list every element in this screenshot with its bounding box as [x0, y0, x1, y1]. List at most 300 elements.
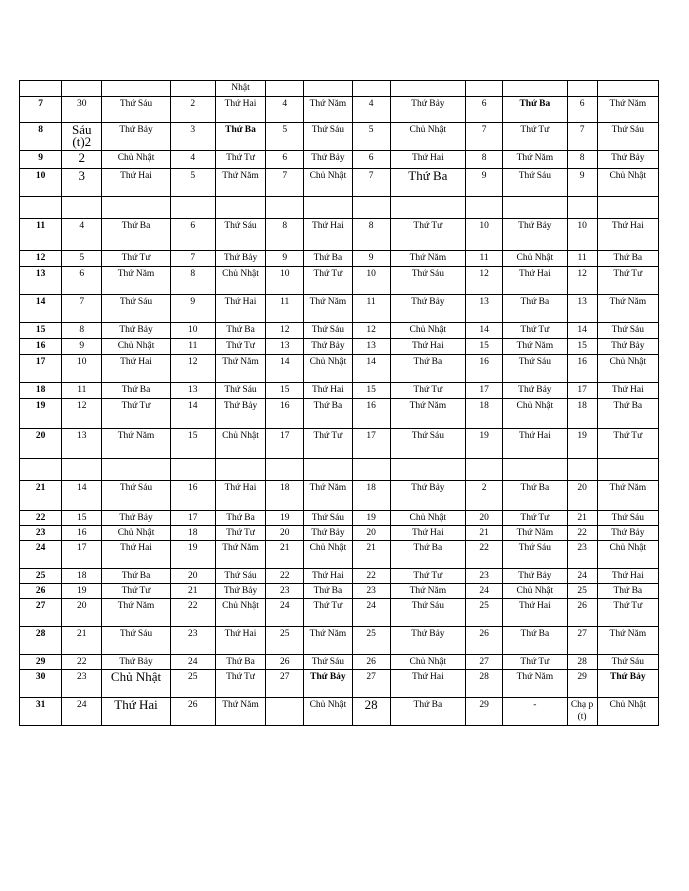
table-cell: 17 — [567, 383, 597, 399]
table-cell — [215, 197, 265, 219]
table-cell: Thứ Hai — [597, 569, 658, 584]
table-cell: 8 — [62, 323, 102, 339]
table-cell: 17 — [62, 541, 102, 569]
table-cell: 27 — [352, 670, 390, 698]
table-cell: 17 — [352, 429, 390, 459]
table-cell: 11 — [170, 339, 215, 355]
table-cell: Thứ Ba — [102, 219, 170, 251]
table-cell: 5 — [266, 123, 304, 151]
table-cell: 14 — [62, 481, 102, 511]
table-cell — [62, 459, 102, 481]
table-cell: 2 — [170, 97, 215, 123]
table-cell: Thứ Sáu — [215, 219, 265, 251]
table-cell: Thứ Sáu — [304, 511, 352, 526]
table-cell: Thứ Bảy — [503, 383, 567, 399]
table-cell: 23 — [466, 569, 503, 584]
table-cell: Thứ Hai — [390, 151, 465, 169]
table-cell: 12 — [466, 267, 503, 295]
table-cell: 4 — [266, 97, 304, 123]
table-cell: 14 — [466, 323, 503, 339]
table-cell: Thứ Năm — [304, 295, 352, 323]
table-cell: 28 — [466, 670, 503, 698]
table-cell — [503, 81, 567, 97]
table-cell: 13 — [352, 339, 390, 355]
table-cell: Thứ Sáu — [102, 481, 170, 511]
table-cell: 25 — [170, 670, 215, 698]
table-cell: Chủ Nhật — [503, 251, 567, 267]
table-cell: 19 — [266, 511, 304, 526]
table-cell — [567, 81, 597, 97]
table-cell: Thứ Hai — [503, 429, 567, 459]
table-cell: 7 — [352, 169, 390, 197]
table-cell: Thứ Bảy — [304, 670, 352, 698]
table-cell: 10 — [170, 323, 215, 339]
table-cell: 10 — [266, 267, 304, 295]
table-cell: 29 — [567, 670, 597, 698]
table-cell — [304, 197, 352, 219]
table-cell: Thứ Năm — [215, 355, 265, 383]
table-cell: Thứ Ba — [390, 355, 465, 383]
table-cell: Thứ Sáu — [304, 323, 352, 339]
table-cell: 9 — [466, 169, 503, 197]
table-cell: Thứ Sáu — [215, 383, 265, 399]
table-cell — [390, 197, 465, 219]
table-cell: 14 — [352, 355, 390, 383]
table-cell — [390, 459, 465, 481]
table-cell: Chủ Nhật — [597, 541, 658, 569]
table-cell — [466, 459, 503, 481]
table-cell: Thứ Tư — [215, 670, 265, 698]
lunar-calendar-table — [19, 80, 659, 726]
table-cell: 4 — [62, 219, 102, 251]
table-cell: Thứ Tư — [503, 123, 567, 151]
table-cell: Thứ Hai — [304, 383, 352, 399]
table-cell: 12 — [170, 355, 215, 383]
table-cell — [266, 459, 304, 481]
table-cell: Thứ Tư — [304, 429, 352, 459]
table-cell: 19 — [352, 511, 390, 526]
table-cell: Thứ Hai — [597, 219, 658, 251]
table-cell: 13 — [567, 295, 597, 323]
table-cell: Thứ Bảy — [304, 526, 352, 541]
table-cell — [352, 459, 390, 481]
table-cell: 11 — [567, 251, 597, 267]
table-cell: Thứ Sáu — [102, 295, 170, 323]
table-row — [20, 267, 659, 295]
table-cell: Thứ Ba — [304, 251, 352, 267]
day-number-cell: 18 — [20, 383, 62, 399]
table-cell — [266, 197, 304, 219]
table-cell: Thứ Ba — [390, 169, 465, 197]
table-cell: Thứ Sáu — [390, 599, 465, 627]
table-cell: Thứ Năm — [215, 698, 265, 726]
day-number-cell — [20, 81, 62, 97]
table-cell — [62, 81, 102, 97]
table-cell: 15 — [466, 339, 503, 355]
table-cell: Chủ Nhật — [102, 339, 170, 355]
table-cell: 18 — [266, 481, 304, 511]
table-cell: 18 — [62, 569, 102, 584]
table-cell: 5 — [170, 169, 215, 197]
table-cell: Thứ Sáu — [503, 169, 567, 197]
table-cell: Thứ Hai — [215, 97, 265, 123]
table-row — [20, 599, 659, 627]
table-cell: 24 — [170, 655, 215, 670]
day-number-cell: 8 — [20, 123, 62, 151]
table-cell: Thứ Bảy — [304, 151, 352, 169]
table-cell: Thứ Hai — [390, 670, 465, 698]
table-cell: 6 — [170, 219, 215, 251]
table-cell: Nhật — [215, 81, 265, 97]
table-cell: 26 — [352, 655, 390, 670]
table-cell: 10 — [62, 355, 102, 383]
table-row — [20, 569, 659, 584]
table-cell: Thứ Ba — [503, 627, 567, 655]
table-cell: Thứ Hai — [102, 169, 170, 197]
day-number-cell: 10 — [20, 169, 62, 197]
table-cell: Thứ Bảy — [102, 511, 170, 526]
table-cell: 24 — [62, 698, 102, 726]
table-cell: Thứ Sáu — [102, 97, 170, 123]
table-cell: 25 — [352, 627, 390, 655]
table-cell: Thứ Năm — [597, 627, 658, 655]
table-cell: Thứ Hai — [390, 526, 465, 541]
table-cell: Chủ Nhật — [390, 655, 465, 670]
table-cell: Chủ Nhật — [304, 541, 352, 569]
table-cell: 17 — [266, 429, 304, 459]
table-cell: Thứ Năm — [304, 481, 352, 511]
table-cell: Thứ Tư — [503, 511, 567, 526]
table-cell: 8 — [466, 151, 503, 169]
table-cell: 22 — [170, 599, 215, 627]
table-cell — [266, 81, 304, 97]
table-cell: Thứ Bảy — [102, 323, 170, 339]
table-row — [20, 627, 659, 655]
table-cell: 21 — [567, 511, 597, 526]
table-cell: Thứ Sáu — [304, 655, 352, 670]
day-number-cell: 7 — [20, 97, 62, 123]
table-cell: Thứ Bảy — [390, 481, 465, 511]
table-cell: 8 — [567, 151, 597, 169]
table-row — [20, 251, 659, 267]
table-cell: Thứ Sáu — [597, 323, 658, 339]
table-cell — [567, 197, 597, 219]
table-cell: 7 — [62, 295, 102, 323]
table-cell: Thứ Ba — [503, 295, 567, 323]
table-cell: 7 — [567, 123, 597, 151]
day-number-cell: 26 — [20, 584, 62, 599]
table-cell: Thứ Tư — [102, 399, 170, 429]
table-cell: 21 — [352, 541, 390, 569]
table-cell: Thứ Bảy — [597, 151, 658, 169]
table-row — [20, 219, 659, 251]
table-cell: 4 — [170, 151, 215, 169]
table-cell: 16 — [466, 355, 503, 383]
table-cell: Thứ Năm — [102, 599, 170, 627]
day-number-cell: 9 — [20, 151, 62, 169]
table-row — [20, 123, 659, 151]
table-cell: Thứ Tư — [102, 584, 170, 599]
table-cell: Thứ Bảy — [390, 295, 465, 323]
table-cell: 13 — [170, 383, 215, 399]
table-cell — [597, 459, 658, 481]
table-row — [20, 339, 659, 355]
table-cell — [503, 197, 567, 219]
table-cell: 5 — [352, 123, 390, 151]
table-cell: Thứ Bảy — [390, 627, 465, 655]
table-cell — [466, 81, 503, 97]
table-cell: Thứ Sáu — [390, 267, 465, 295]
day-number-cell: 14 — [20, 295, 62, 323]
table-cell: 22 — [352, 569, 390, 584]
table-cell: Chủ Nhật — [304, 169, 352, 197]
table-cell: 14 — [170, 399, 215, 429]
table-cell: 21 — [466, 526, 503, 541]
table-cell: 12 — [62, 399, 102, 429]
table-cell: Chủ Nhật — [597, 698, 658, 726]
table-cell: 9 — [170, 295, 215, 323]
day-number-cell: 31 — [20, 698, 62, 726]
table-cell: 20 — [352, 526, 390, 541]
table-cell — [62, 197, 102, 219]
table-row — [20, 541, 659, 569]
table-cell — [266, 698, 304, 726]
table-cell: Thứ Ba — [503, 97, 567, 123]
table-cell: Thứ Tư — [102, 251, 170, 267]
table-cell: 11 — [62, 383, 102, 399]
table-cell: Thứ Tư — [597, 267, 658, 295]
table-cell: Thứ Bảy — [102, 655, 170, 670]
table-cell: 6 — [62, 267, 102, 295]
table-cell: 10 — [567, 219, 597, 251]
table-cell: 17 — [170, 511, 215, 526]
table-cell: 28 — [567, 655, 597, 670]
table-cell: Thứ Ba — [597, 399, 658, 429]
table-cell: Chủ Nhật — [390, 323, 465, 339]
table-cell: Thứ Sáu — [597, 123, 658, 151]
table-cell: Chủ Nhật — [215, 267, 265, 295]
table-cell: 25 — [266, 627, 304, 655]
table-cell: Chủ Nhật — [102, 526, 170, 541]
table-row — [20, 584, 659, 599]
table-cell: Chủ Nhật — [102, 151, 170, 169]
day-number-cell — [20, 459, 62, 481]
table-cell — [170, 197, 215, 219]
table-cell — [170, 81, 215, 97]
table-cell: Thứ Tư — [597, 429, 658, 459]
table-cell: 11 — [352, 295, 390, 323]
table-cell: 7 — [466, 123, 503, 151]
table-cell: Chủ Nhật — [597, 355, 658, 383]
day-number-cell: 17 — [20, 355, 62, 383]
table-cell: 20 — [266, 526, 304, 541]
table-cell — [390, 81, 465, 97]
table-cell: Thứ Năm — [503, 339, 567, 355]
table-cell: 22 — [567, 526, 597, 541]
table-cell: Thứ Năm — [215, 541, 265, 569]
table-cell: Chủ Nhật — [304, 355, 352, 383]
table-cell: Thứ Bảy — [597, 339, 658, 355]
table-cell: 18 — [352, 481, 390, 511]
table-cell: 14 — [567, 323, 597, 339]
table-cell: Thứ Ba — [390, 541, 465, 569]
table-cell: 15 — [62, 511, 102, 526]
table-cell: 24 — [266, 599, 304, 627]
table-cell: Thứ Bảy — [215, 251, 265, 267]
day-number-cell: 22 — [20, 511, 62, 526]
table-cell: Thứ Năm — [304, 97, 352, 123]
table-cell: 22 — [466, 541, 503, 569]
table-cell: Thứ Hai — [215, 295, 265, 323]
table-cell: 26 — [567, 599, 597, 627]
table-cell: Thứ Ba — [215, 655, 265, 670]
table-cell: 27 — [567, 627, 597, 655]
table-cell: 28 — [352, 698, 390, 726]
table-cell: Thứ Ba — [390, 698, 465, 726]
table-cell: Thứ Bảy — [597, 526, 658, 541]
table-cell: 24 — [567, 569, 597, 584]
table-cell: 8 — [352, 219, 390, 251]
day-number-cell: 25 — [20, 569, 62, 584]
table-cell: 19 — [62, 584, 102, 599]
table-cell: Chủ Nhật — [503, 584, 567, 599]
day-number-cell: 29 — [20, 655, 62, 670]
table-row — [20, 151, 659, 169]
table-cell — [215, 459, 265, 481]
table-cell: Thứ Tư — [215, 526, 265, 541]
table-cell: 14 — [266, 355, 304, 383]
table-cell: Thứ Tư — [215, 339, 265, 355]
table-cell: 12 — [567, 267, 597, 295]
table-cell: 11 — [466, 251, 503, 267]
table-cell: 6 — [567, 97, 597, 123]
table-cell: Chủ Nhật — [503, 399, 567, 429]
table-cell: 12 — [266, 323, 304, 339]
table-cell: Thứ Năm — [503, 151, 567, 169]
table-cell: 18 — [170, 526, 215, 541]
table-cell — [597, 197, 658, 219]
table-cell: 16 — [170, 481, 215, 511]
table-cell: 18 — [567, 399, 597, 429]
table-cell: Chủ Nhật — [215, 429, 265, 459]
table-cell: 23 — [62, 670, 102, 698]
table-cell: 13 — [62, 429, 102, 459]
table-cell: 12 — [352, 323, 390, 339]
table-cell: 16 — [62, 526, 102, 541]
table-cell — [567, 459, 597, 481]
table-cell: 20 — [170, 569, 215, 584]
table-cell: Chủ Nhật — [304, 698, 352, 726]
table-cell: 9 — [567, 169, 597, 197]
table-cell: 26 — [466, 627, 503, 655]
day-number-cell: 20 — [20, 429, 62, 459]
table-cell: 19 — [170, 541, 215, 569]
table-cell — [352, 81, 390, 97]
table-cell: 29 — [466, 698, 503, 726]
day-number-cell: 27 — [20, 599, 62, 627]
table-cell: 2 — [62, 151, 102, 169]
day-number-cell: 28 — [20, 627, 62, 655]
table-cell: Thứ Năm — [390, 584, 465, 599]
table-cell: Thứ Hai — [503, 599, 567, 627]
table-cell: Thứ Ba — [304, 399, 352, 429]
table-cell: Thứ Tư — [390, 219, 465, 251]
table-cell: 15 — [567, 339, 597, 355]
table-cell: Thứ Sáu — [102, 627, 170, 655]
table-cell: Thứ Hai — [390, 339, 465, 355]
table-cell: Thứ Tư — [390, 383, 465, 399]
table-cell: 23 — [266, 584, 304, 599]
table-cell: Thứ Ba — [215, 123, 265, 151]
table-cell: 15 — [170, 429, 215, 459]
table-cell: 25 — [567, 584, 597, 599]
table-cell: Thứ Tư — [304, 599, 352, 627]
table-cell: Thứ Năm — [102, 429, 170, 459]
table-cell: Thứ Ba — [102, 383, 170, 399]
table-row — [20, 698, 659, 726]
table-cell: 21 — [266, 541, 304, 569]
table-row — [20, 481, 659, 511]
table-cell: Thứ Năm — [597, 97, 658, 123]
table-cell: Thứ Hai — [215, 627, 265, 655]
table-cell: 5 — [62, 251, 102, 267]
table-cell — [170, 459, 215, 481]
table-cell — [102, 81, 170, 97]
table-cell: Thứ Ba — [102, 569, 170, 584]
table-cell: 2 — [466, 481, 503, 511]
table-cell: Thứ Năm — [304, 627, 352, 655]
table-cell: Chủ Nhật — [390, 123, 465, 151]
table-cell: 9 — [62, 339, 102, 355]
table-cell: 16 — [567, 355, 597, 383]
table-row — [20, 526, 659, 541]
table-cell: 11 — [266, 295, 304, 323]
day-number-cell: 19 — [20, 399, 62, 429]
table-row — [20, 399, 659, 429]
table-cell: 26 — [266, 655, 304, 670]
table-cell: Thứ Tư — [503, 655, 567, 670]
table-cell: 23 — [352, 584, 390, 599]
table-row — [20, 355, 659, 383]
table-cell: 7 — [170, 251, 215, 267]
table-cell: Thứ Hai — [215, 481, 265, 511]
table-cell: 9 — [352, 251, 390, 267]
table-cell: 24 — [466, 584, 503, 599]
table-cell: Thứ Hai — [102, 355, 170, 383]
table-cell: 20 — [62, 599, 102, 627]
table-cell: Thứ Hai — [597, 383, 658, 399]
table-cell: Thứ Năm — [503, 526, 567, 541]
table-cell — [466, 197, 503, 219]
table-cell: Sáu (t)2 — [62, 123, 102, 151]
table-cell: Thứ Năm — [597, 295, 658, 323]
table-cell: 8 — [266, 219, 304, 251]
table-cell: 19 — [466, 429, 503, 459]
table-cell: Thứ Tư — [503, 323, 567, 339]
table-cell: Chủ Nhật — [597, 169, 658, 197]
table-cell: Thứ Ba — [215, 511, 265, 526]
day-number-cell: 13 — [20, 267, 62, 295]
day-number-cell: 30 — [20, 670, 62, 698]
table-cell — [102, 197, 170, 219]
table-cell: Thứ Năm — [215, 169, 265, 197]
table-cell: Thứ Hai — [503, 267, 567, 295]
table-cell: Thứ Năm — [390, 251, 465, 267]
table-cell: 21 — [170, 584, 215, 599]
table-cell: 13 — [466, 295, 503, 323]
table-cell — [304, 81, 352, 97]
table-cell: 15 — [266, 383, 304, 399]
